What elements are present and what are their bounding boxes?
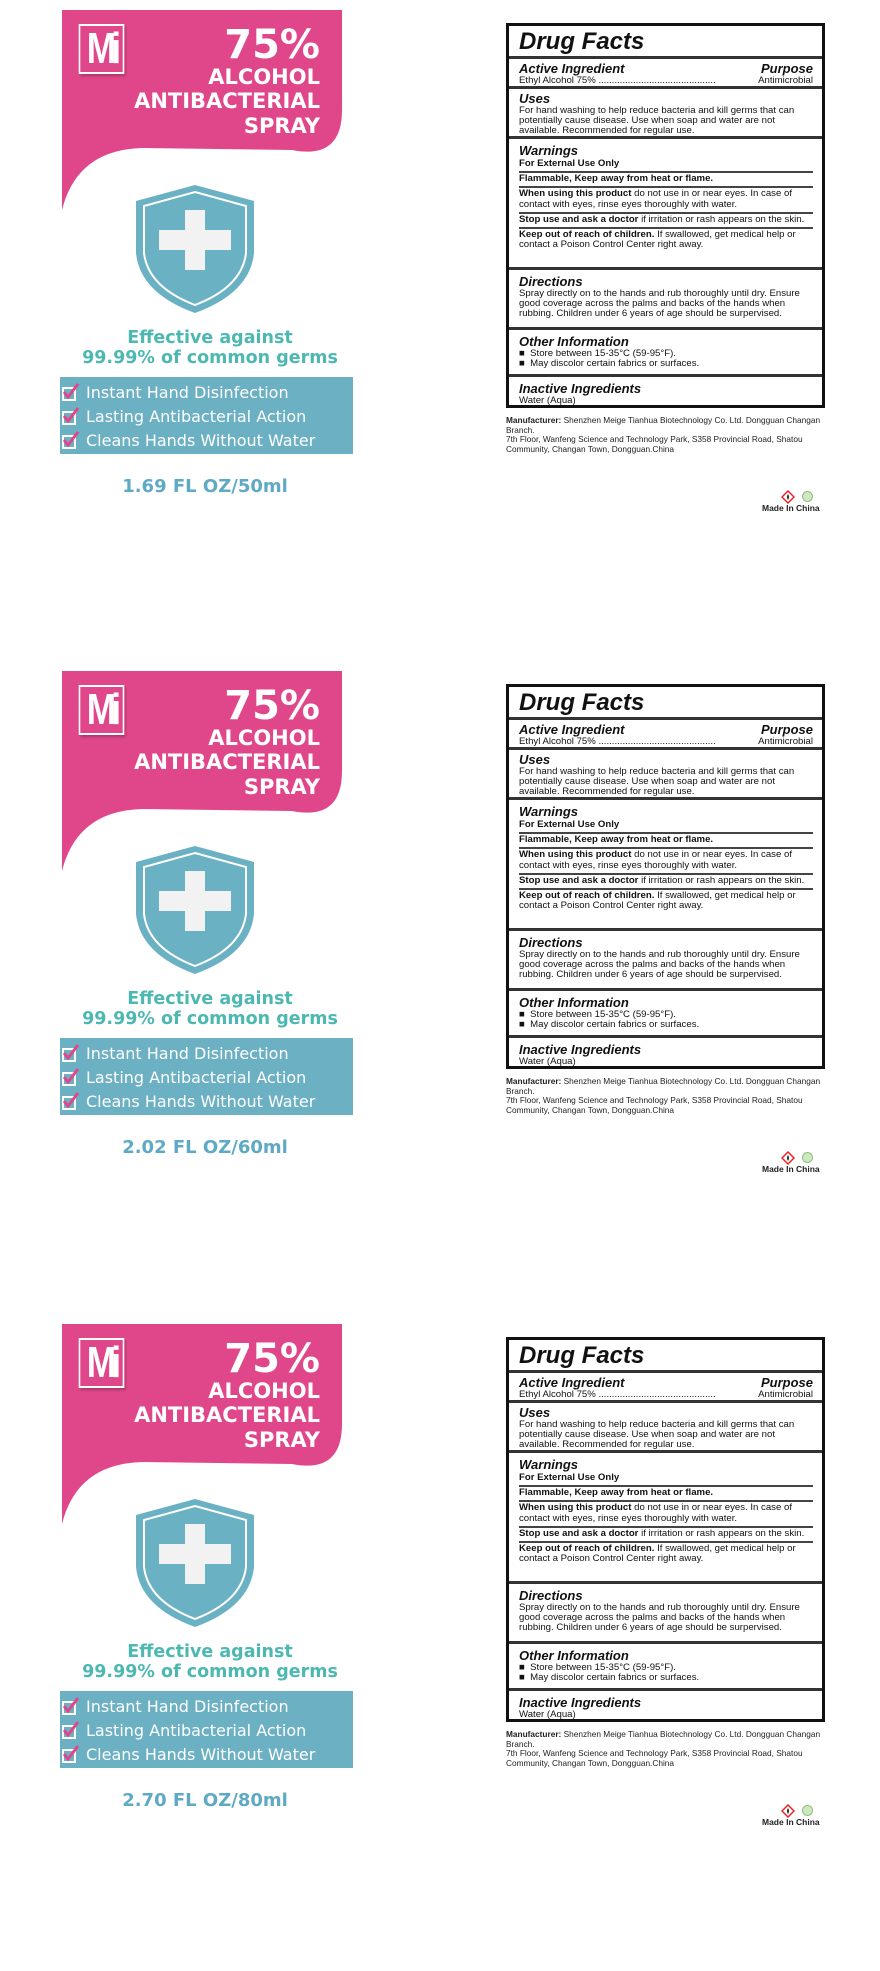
- children-warning: [519, 1543, 813, 1566]
- manufacturer-label: Manufacturer:: [506, 1729, 562, 1739]
- brand-logo: Mi: [79, 685, 125, 735]
- made-in-china: Made In China: [762, 1817, 820, 1827]
- feature-item: [60, 1718, 353, 1742]
- product-label-panel: [0, 1314, 880, 1971]
- flammable-hazard-icon: [781, 1804, 795, 1818]
- feature-item: [60, 380, 353, 404]
- effectiveness-claim: [60, 1642, 360, 1682]
- title-spray: SPRAY: [243, 114, 320, 138]
- stop-text: if irritation or rash appears on the skin.: [638, 874, 805, 886]
- feature-label: Lasting Antibacterial Action: [86, 406, 307, 426]
- children-warning: [519, 229, 813, 252]
- other-info-item: ■ May discolor certain fabrics or surfaces.: [519, 358, 700, 370]
- when-using-warning: [519, 188, 813, 213]
- checkbox-checked-icon: [62, 407, 80, 425]
- other-info-heading: Other Information: [519, 995, 629, 1010]
- feature-label: Cleans Hands Without Water: [86, 430, 316, 450]
- alcohol-percent: 75%: [224, 683, 320, 729]
- manufacturer-address: 7th Floor, Wanfeng Science and Technology Park, S358 Provincial Road, Shatou Community, Changan Town, Dongguan.China: [506, 1095, 803, 1115]
- manufacturer-address: 7th Floor, Wanfeng Science and Technology Park, S358 Provincial Road, Shatou Community, Changan Town, Dongguan.China: [506, 434, 803, 454]
- drug-facts-box: [506, 1337, 825, 1722]
- recycle-icon: [801, 490, 814, 503]
- title-spray: SPRAY: [243, 1428, 320, 1452]
- stop-use-warning: [519, 1528, 813, 1543]
- active-value: Ethyl Alcohol 75% ............................................: [519, 1390, 716, 1400]
- checkbox-checked-icon: [62, 1068, 80, 1086]
- other-info-item: ■ Store between 15-35°C (59-95°F).: [519, 1009, 676, 1020]
- other-info-text: May discolor certain fabrics or surfaces.: [530, 358, 700, 370]
- children-warning: [519, 890, 813, 913]
- purpose-heading: Purpose: [760, 61, 813, 76]
- warnings-heading: Warnings: [519, 804, 578, 819]
- feature-list: [60, 1691, 353, 1768]
- title-alcohol: ALCOHOL: [208, 65, 320, 89]
- active-heading: Active Ingredient: [519, 1375, 625, 1390]
- effective-line-2: 99.99% of common germs: [82, 348, 338, 368]
- directions-text: Spray directly on to the hands and rub thoroughly until dry. Ensure good coverage across the palms and backs of the hands when rubbing. Children under 6 years of age should be surpervised.: [519, 288, 800, 320]
- feature-label: Instant Hand Disinfection: [86, 382, 289, 402]
- effectiveness-claim: [60, 989, 360, 1029]
- purpose-heading: Purpose: [760, 722, 813, 737]
- feature-label: Lasting Antibacterial Action: [86, 1720, 307, 1740]
- title-alcohol: ALCOHOL: [208, 726, 320, 750]
- other-info-text: Store between 15-35°C (59-95°F).: [530, 1009, 676, 1020]
- purpose-value: Antimicrobial: [758, 75, 813, 86]
- directions-text: Spray directly on to the hands and rub thoroughly until dry. Ensure good coverage across the palms and backs of the hands when rubbing. Children under 6 years of age should be surpervised.: [519, 949, 800, 981]
- title-antibacterial: ANTIBACTERIAL: [134, 89, 320, 113]
- checkbox-checked-icon: [62, 1697, 80, 1715]
- feature-item: [60, 1041, 353, 1065]
- flammable-hazard-icon: [781, 1151, 795, 1165]
- manufacturer-info: [506, 1730, 836, 1768]
- feature-item: [60, 404, 353, 428]
- manufacturer-label: Manufacturer:: [506, 1076, 562, 1086]
- flammable-warning: Flammable, Keep away from heat or flame.: [519, 173, 813, 188]
- purpose-value: Antimicrobial: [758, 736, 813, 747]
- pink-banner: [62, 10, 342, 210]
- external-use: For External Use Only: [519, 819, 813, 834]
- when-using-warning: [519, 1502, 813, 1527]
- symbol-icons: [781, 1151, 814, 1165]
- other-info-heading: Other Information: [519, 334, 629, 349]
- manufacturer-info: [506, 416, 836, 454]
- when-text: do not use in or near eyes. In case of contact with eyes, rinse eyes thoroughly with water.: [519, 1502, 792, 1524]
- when-text: do not use in or near eyes. In case of contact with eyes, rinse eyes thoroughly with water.: [519, 849, 792, 871]
- checkbox-checked-icon: [62, 1092, 80, 1110]
- warnings-heading: Warnings: [519, 143, 578, 158]
- feature-item: [60, 1065, 353, 1089]
- uses-heading: Uses: [519, 91, 551, 106]
- inactive-text: Water (Aqua): [519, 1056, 576, 1067]
- uses-text: For hand washing to help reduce bacteria and kill germs that can potentially cause disease. Use when soap and water are not available. Recommended for regular use.: [519, 105, 795, 137]
- feature-label: Instant Hand Disinfection: [86, 1043, 289, 1063]
- purpose-heading: Purpose: [760, 1375, 813, 1390]
- pink-banner: [62, 1324, 342, 1524]
- when-bold: When using this product: [519, 1502, 632, 1514]
- manufacturer-address: 7th Floor, Wanfeng Science and Technology Park, S358 Provincial Road, Shatou Community, Changan Town, Dongguan.China: [506, 1748, 803, 1768]
- manufacturer-info: [506, 1077, 836, 1115]
- uses-text: For hand washing to help reduce bacteria and kill germs that can potentially cause disease. Use when soap and water are not available. Recommended for regular use.: [519, 1419, 795, 1451]
- external-use: For External Use Only: [519, 1472, 813, 1487]
- feature-label: Instant Hand Disinfection: [86, 1696, 289, 1716]
- other-info-text: Store between 15-35°C (59-95°F).: [530, 1662, 676, 1673]
- keep-bold: Keep out of reach of children.: [519, 1543, 655, 1555]
- stop-bold: Stop use and ask a doctor: [519, 874, 639, 886]
- feature-item: [60, 1742, 353, 1766]
- volume-label: 2.02 FL OZ/60ml: [122, 1137, 288, 1158]
- external-use: For External Use Only: [519, 158, 813, 173]
- shield-cross-icon: [132, 844, 258, 976]
- recycle-icon: [801, 1804, 814, 1817]
- checkbox-checked-icon: [62, 383, 80, 401]
- directions-heading: Directions: [519, 274, 583, 289]
- stop-use-warning: [519, 875, 813, 890]
- volume-label: 1.69 FL OZ/50ml: [122, 476, 288, 497]
- directions-heading: Directions: [519, 1588, 583, 1603]
- drug-facts-box: [506, 684, 825, 1069]
- when-bold: When using this product: [519, 188, 632, 200]
- keep-text: If swallowed, get medical help or contact a Poison Control Center right away.: [519, 1543, 796, 1565]
- recycle-icon: [801, 1151, 814, 1164]
- product-label-panel: [0, 0, 880, 657]
- stop-use-warning: [519, 214, 813, 229]
- directions-heading: Directions: [519, 935, 583, 950]
- keep-text: If swallowed, get medical help or contact a Poison Control Center right away.: [519, 229, 796, 251]
- title-alcohol: ALCOHOL: [208, 1379, 320, 1403]
- symbol-icons: [781, 490, 814, 504]
- active-value: Ethyl Alcohol 75% ............................................: [519, 737, 716, 747]
- manufacturer-text: Shenzhen Meige Tianhua Biotechnology Co. Ltd. Dongguan Changan Branch.: [506, 415, 821, 435]
- purpose-value: Antimicrobial: [758, 1389, 813, 1400]
- drug-facts-title: Drug Facts: [519, 1342, 645, 1369]
- other-info-item: ■ May discolor certain fabrics or surfaces.: [519, 1672, 700, 1684]
- feature-label: Cleans Hands Without Water: [86, 1744, 316, 1764]
- checkbox-checked-icon: [62, 1721, 80, 1739]
- other-info-text: May discolor certain fabrics or surfaces.: [530, 1019, 700, 1031]
- manufacturer-text: Shenzhen Meige Tianhua Biotechnology Co. Ltd. Dongguan Changan Branch.: [506, 1729, 821, 1749]
- keep-bold: Keep out of reach of children.: [519, 229, 655, 241]
- title-antibacterial: ANTIBACTERIAL: [134, 750, 320, 774]
- flammable-warning: Flammable, Keep away from heat or flame.: [519, 1487, 813, 1502]
- inactive-text: Water (Aqua): [519, 395, 576, 406]
- when-text: do not use in or near eyes. In case of contact with eyes, rinse eyes thoroughly with water.: [519, 188, 792, 210]
- uses-heading: Uses: [519, 1405, 551, 1420]
- when-using-warning: [519, 849, 813, 874]
- symbol-icons: [781, 1804, 814, 1818]
- stop-bold: Stop use and ask a doctor: [519, 1527, 639, 1539]
- stop-bold: Stop use and ask a doctor: [519, 213, 639, 225]
- stop-text: if irritation or rash appears on the skin.: [638, 1527, 805, 1539]
- brand-logo: Mi: [79, 24, 125, 74]
- warnings-heading: Warnings: [519, 1457, 578, 1472]
- inactive-heading: Inactive Ingredients: [519, 381, 642, 396]
- brand-logo: Mi: [79, 1338, 125, 1388]
- feature-item: [60, 428, 353, 452]
- drug-facts-title: Drug Facts: [519, 689, 645, 716]
- product-label-panel: [0, 661, 880, 1318]
- inactive-text: Water (Aqua): [519, 1709, 576, 1720]
- other-info-item: ■ May discolor certain fabrics or surfaces.: [519, 1019, 700, 1031]
- effective-line-1: Effective against: [127, 328, 293, 348]
- made-in-china: Made In China: [762, 503, 820, 513]
- feature-item: [60, 1089, 353, 1113]
- alcohol-percent: 75%: [224, 1336, 320, 1382]
- when-bold: When using this product: [519, 849, 632, 861]
- flammable-warning: Flammable, Keep away from heat or flame.: [519, 834, 813, 849]
- active-value: Ethyl Alcohol 75% ............................................: [519, 76, 716, 86]
- inactive-heading: Inactive Ingredients: [519, 1042, 642, 1057]
- other-info-text: Store between 15-35°C (59-95°F).: [530, 348, 676, 359]
- feature-list: [60, 1038, 353, 1115]
- feature-label: Cleans Hands Without Water: [86, 1091, 316, 1111]
- keep-bold: Keep out of reach of children.: [519, 890, 655, 902]
- inactive-heading: Inactive Ingredients: [519, 1695, 642, 1710]
- uses-heading: Uses: [519, 752, 551, 767]
- checkbox-checked-icon: [62, 431, 80, 449]
- drug-facts-box: [506, 23, 825, 408]
- other-info-heading: Other Information: [519, 1648, 629, 1663]
- manufacturer-text: Shenzhen Meige Tianhua Biotechnology Co. Ltd. Dongguan Changan Branch.: [506, 1076, 821, 1096]
- active-heading: Active Ingredient: [519, 722, 625, 737]
- feature-list: [60, 377, 353, 454]
- keep-text: If swallowed, get medical help or contact a Poison Control Center right away.: [519, 890, 796, 912]
- effective-line-2: 99.99% of common germs: [82, 1009, 338, 1029]
- feature-item: [60, 1694, 353, 1718]
- manufacturer-label: Manufacturer:: [506, 415, 562, 425]
- pink-banner: [62, 671, 342, 871]
- flammable-hazard-icon: [781, 490, 795, 504]
- uses-text: For hand washing to help reduce bacteria and kill germs that can potentially cause disease. Use when soap and water are not available. Recommended for regular use.: [519, 766, 795, 798]
- directions-text: Spray directly on to the hands and rub thoroughly until dry. Ensure good coverage across the palms and backs of the hands when rubbing. Children under 6 years of age should be surpervised.: [519, 1602, 800, 1634]
- effectiveness-claim: [60, 328, 360, 368]
- checkbox-checked-icon: [62, 1044, 80, 1062]
- drug-facts-title: Drug Facts: [519, 28, 645, 55]
- made-in-china: Made In China: [762, 1164, 820, 1174]
- volume-label: 2.70 FL OZ/80ml: [122, 1790, 288, 1811]
- effective-line-2: 99.99% of common germs: [82, 1662, 338, 1682]
- title-antibacterial: ANTIBACTERIAL: [134, 1403, 320, 1427]
- other-info-item: ■ Store between 15-35°C (59-95°F).: [519, 1662, 676, 1673]
- stop-text: if irritation or rash appears on the skin.: [638, 213, 805, 225]
- shield-cross-icon: [132, 1497, 258, 1629]
- alcohol-percent: 75%: [224, 22, 320, 68]
- effective-line-1: Effective against: [127, 1642, 293, 1662]
- shield-cross-icon: [132, 183, 258, 315]
- checkbox-checked-icon: [62, 1745, 80, 1763]
- active-heading: Active Ingredient: [519, 61, 625, 76]
- other-info-item: ■ Store between 15-35°C (59-95°F).: [519, 348, 676, 359]
- other-info-text: May discolor certain fabrics or surfaces.: [530, 1672, 700, 1684]
- feature-label: Lasting Antibacterial Action: [86, 1067, 307, 1087]
- effective-line-1: Effective against: [127, 989, 293, 1009]
- title-spray: SPRAY: [243, 775, 320, 799]
